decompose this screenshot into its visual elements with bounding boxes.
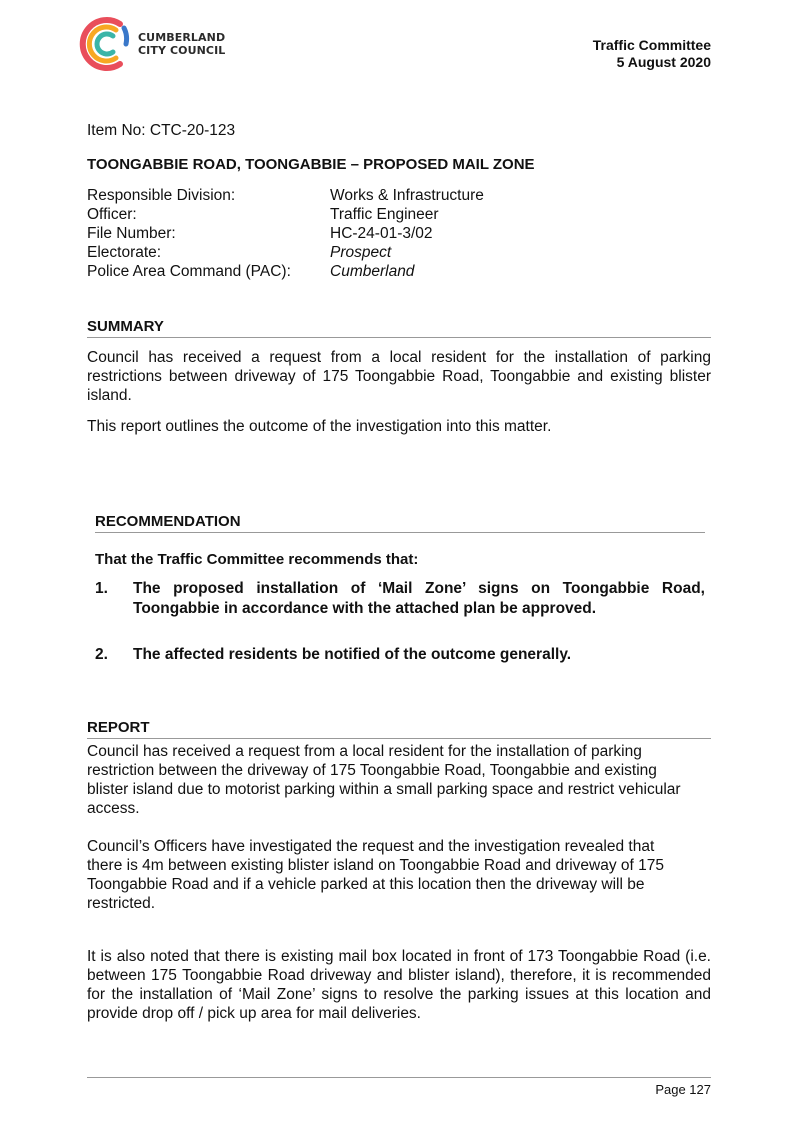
meta-row — [87, 186, 484, 205]
recommendation-number: 2. — [95, 646, 108, 663]
logo-line-2: CITY COUNCIL — [138, 44, 226, 57]
report-paragraph: Council has received a request from a local resident for the installation of parking restriction between the driveway of 175 Toongabbie Road, Toongabbie and existing blister island due to motorist parking within a small parking space and restrict vehicular access. — [87, 743, 681, 817]
page-number: Page 127 — [655, 1082, 711, 1097]
cumberland-logo-icon — [76, 14, 132, 74]
recommendation-list — [95, 579, 705, 665]
meta-label: File Number: — [87, 225, 176, 242]
council-logo — [76, 14, 225, 74]
meta-value: Traffic Engineer — [330, 206, 439, 223]
meta-value: Prospect — [330, 244, 392, 261]
report-paragraph: Council’s Officers have investigated the request and the investigation revealed that there is 4m between existing blister island on Toongabbie Road and driveway of 175 Toongabbie Road and if a vehicle parked at this location then the driveway will be restricted. — [87, 838, 665, 912]
meta-label: Responsible Division: — [87, 187, 236, 204]
recommendation-text: The affected residents be notified of the outcome generally. — [133, 646, 572, 663]
summary-heading: SUMMARY — [87, 318, 711, 338]
report-paragraph: It is also noted that there is existing mail box located in front of 173 Toongabbie Road (i.e. between 175 Toongabbie Road driveway and blister island), therefore, it is recommended for the installation of ‘Mail Zone’ signs to resolve the parking issues at this location and provide drop off / pick up area for mail deliveries. — [87, 948, 711, 1022]
recommendation-intro: That the Traffic Committee recommends that: — [95, 551, 419, 568]
meta-row — [87, 205, 484, 224]
meta-row — [87, 262, 484, 281]
logo-line-1: CUMBERLAND — [138, 31, 226, 44]
footer-divider — [87, 1077, 711, 1078]
meta-value: Cumberland — [330, 263, 415, 280]
item-title: TOONGABBIE ROAD, TOONGABBIE – PROPOSED MAIL ZONE — [87, 156, 535, 173]
meta-label: Officer: — [87, 206, 137, 223]
recommendation-number: 1. — [95, 580, 108, 597]
summary-body — [87, 348, 711, 436]
meta-value: Works & Infrastructure — [330, 187, 484, 204]
item-metadata — [87, 186, 484, 281]
recommendation-item — [95, 579, 705, 619]
item-number: Item No: CTC-20-123 — [87, 122, 236, 139]
document-header — [593, 37, 711, 71]
recommendation-item — [95, 645, 705, 665]
meeting-date: 5 August 2020 — [616, 54, 711, 70]
meta-label: Electorate: — [87, 244, 162, 261]
meta-row — [87, 224, 484, 243]
recommendation-text: The proposed installation of ‘Mail Zone’ signs on Toongabbie Road, Toongabbie in accordance with the attached plan be approved. — [133, 580, 705, 617]
committee-name: Traffic Committee — [592, 37, 711, 53]
summary-paragraph: This report outlines the outcome of the investigation into this matter. — [87, 418, 552, 435]
report-body — [87, 742, 687, 913]
report-body-continued — [87, 947, 711, 1023]
report-heading: REPORT — [87, 719, 711, 739]
meta-label: Police Area Command (PAC): — [87, 263, 291, 280]
meta-row — [87, 243, 484, 262]
recommendation-heading: RECOMMENDATION — [95, 513, 705, 533]
meta-value: HC-24-01-3/02 — [330, 225, 433, 242]
summary-paragraph: Council has received a request from a local resident for the installation of parking restrictions between driveway of 175 Toongabbie Road, Toongabbie and existing blister island. — [87, 349, 711, 404]
